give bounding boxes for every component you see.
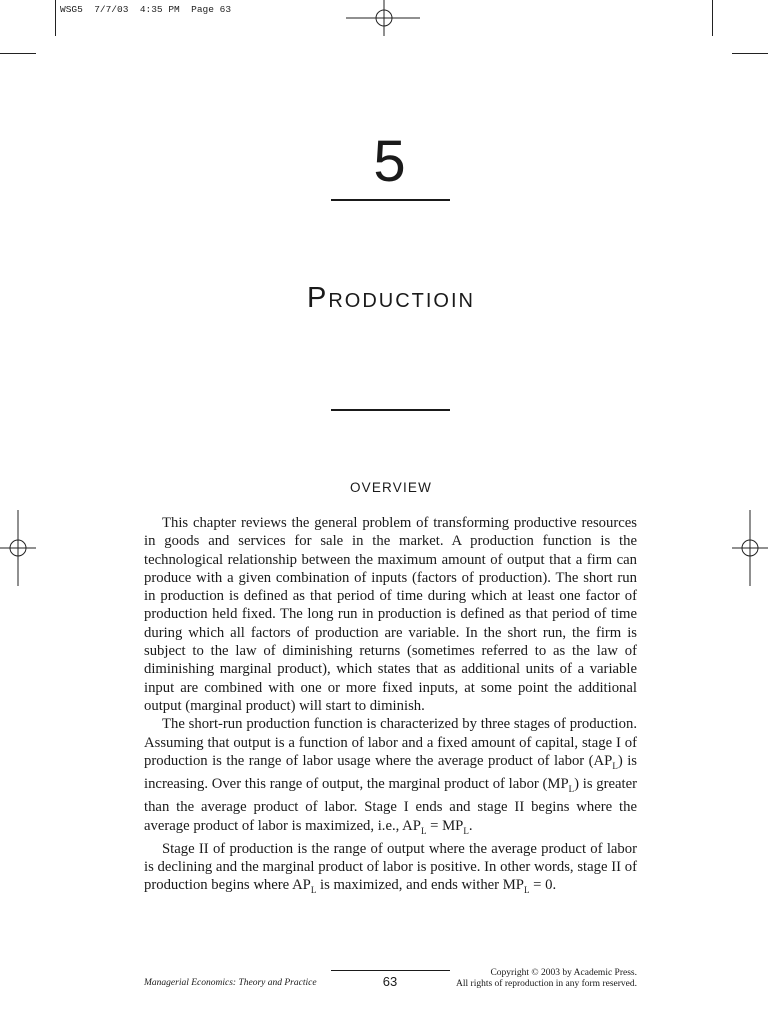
footer-rule bbox=[331, 970, 450, 971]
chapter-rule-top bbox=[331, 199, 450, 201]
crop-mark bbox=[0, 53, 36, 54]
text-run: is maximized, and ends wither MP bbox=[316, 877, 524, 894]
subscript: L bbox=[420, 825, 427, 836]
print-slug: WSG5 7/7/03 4:35 PM Page 63 bbox=[60, 4, 232, 15]
subscript: L bbox=[310, 885, 317, 896]
body-text bbox=[144, 514, 637, 900]
subscript: L bbox=[568, 784, 575, 795]
page-number: 63 bbox=[382, 974, 398, 989]
registration-mark-left bbox=[0, 510, 36, 586]
copyright-line: Copyright © 2003 by Academic Press. bbox=[490, 968, 637, 978]
chapter-number: 5 bbox=[373, 129, 407, 194]
subscript: L bbox=[523, 885, 530, 896]
chapter-rule-bottom bbox=[331, 409, 450, 411]
crop-mark bbox=[712, 0, 713, 36]
paragraph bbox=[144, 514, 637, 715]
section-heading: OVERVIEW bbox=[349, 480, 433, 495]
text-run: The short-run production function is characterized by three stages of production. Assuming that output is a function of labor and a fixed amount of capital, stage I of production is the range of labor usage where the average product of labor (AP bbox=[144, 716, 637, 769]
registration-mark-top bbox=[346, 0, 420, 36]
text-run: ) is greater than the average product of labor. Stage I ends and stage II begins where the average product of labor is maximized, i.e., AP bbox=[144, 776, 638, 834]
text-run: This chapter reviews the general problem of transforming productive resources in goods and services for sale in the market. A production function is the technological relationship between the maximum amount of output that a firm can produce with a given combination of inputs (factors of production). The short run in production is defined as that period of time during which at least one factor of production held fixed. The long run in production is defined as that period of time during which all factors of production are variable. In the short run, the firm is subject to the law of diminishing returns (sometimes referred to as the law of diminishing marginal product), which states that as additional units of a variable input are combined with one or more fixed inputs, at some point the additional output (marginal product) will start to diminish. bbox=[144, 515, 637, 714]
paragraph bbox=[144, 840, 637, 900]
text-run: . bbox=[468, 817, 473, 834]
text-run: = 0. bbox=[529, 877, 557, 894]
book-title: Managerial Economics: Theory and Practice bbox=[144, 978, 317, 988]
registration-mark-right bbox=[732, 510, 768, 586]
subscript: L bbox=[612, 760, 618, 771]
copyright-line: All rights of reproduction in any form reserved. bbox=[456, 979, 637, 989]
text-run: Stage II of production is the range of output where the average product of labor is declining and the marginal product of labor is positive. In other words, stage II of production begins where AP bbox=[144, 840, 637, 894]
chapter-title: Productioin bbox=[306, 282, 475, 314]
subscript: L bbox=[463, 825, 469, 836]
paragraph bbox=[144, 715, 637, 840]
text-run: ) is increasing. Over this range of output, the marginal product of labor (MP bbox=[144, 752, 637, 793]
copyright-notice bbox=[456, 968, 637, 990]
crop-mark bbox=[732, 53, 768, 54]
text-run: = MP bbox=[426, 817, 464, 834]
crop-mark bbox=[55, 0, 56, 36]
